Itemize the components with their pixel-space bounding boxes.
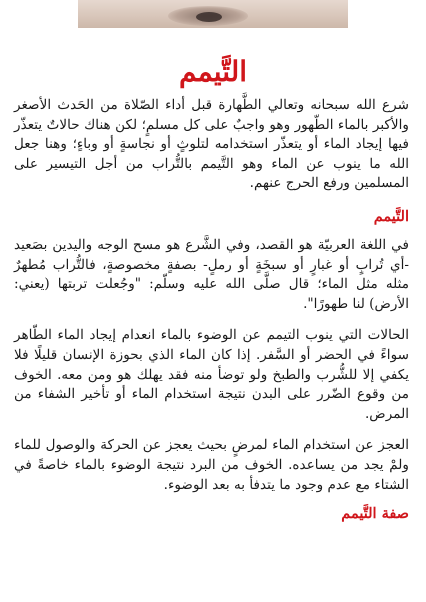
cases-paragraph: الحالات التي ينوب التيمم عن الوضوء بالماء انعدام إيجاد الماء الطّاهر سواءً في الحضر أو السَّفر. إذا كان الماء الذي بحوزة الإنسان قليلًا فلا يكفي إلا للشُّرب والطبخ ولو توضأ منه فقد يهلك هو ومن معه. الخوف من وقوع الضّرر على البدن نتيجة استخدام الماء أو تأخير الشفاء من المرض.: [14, 327, 409, 422]
article-body: [14, 96, 409, 525]
image-eye-pupil: [196, 12, 222, 22]
header-image: [78, 0, 348, 28]
intro-paragraph: شرع الله سبحانه وتعالي الطَّهارة قبل أداء الصّلاة من الحَدث الأصغر والأكبر بالماء الطّهور وهو واجبٌ على كل مسلمٍ؛ لكن هناك حالاتٌ يتعذّر فيها إيجاد الماء أو يتعذّر استخدامه لتلوثٍ أو نجاسةٍ أو وباءٍ؛ وهنا جعل الله ما ينوب عن الماء وهو التَّيمم بالتُّراب من أجل التيسير على المسلمين ورفع الحرج عنهم.: [14, 97, 409, 192]
definition-paragraph: في اللغة العربيّة هو القصد، وفي الشَّرع هو مسح الوجه واليدين بصَعيد -أي تُرابٍ أو غبارٍ أو سبخَةٍ أو رملٍ- بصفةٍ مخصوصةٍ، فالتُّراب مُطهرٌ مثله مثل الماء؛ قال صلَّى الله عليه وسلّم: "وجُعلت تربتها (يعني: الأرض) لنا طهورًا".: [14, 236, 409, 312]
inability-paragraph: العجز عن استخدام الماء لمرضٍ بحيث يعجز عن الحركة والوصول للماء ولمْ يجد من يساعده. الخوف من البرد نتيجة الوضوء بالماء خاصةً في الشتاء مع عدم وجود ما يتدفأ به بعد الوضوء.: [14, 437, 409, 493]
article-title: التَّيمم: [178, 55, 248, 88]
section-heading-method: صفة التَّيمم: [341, 505, 409, 523]
section-heading-tayammum: التَّيمم: [373, 207, 409, 225]
